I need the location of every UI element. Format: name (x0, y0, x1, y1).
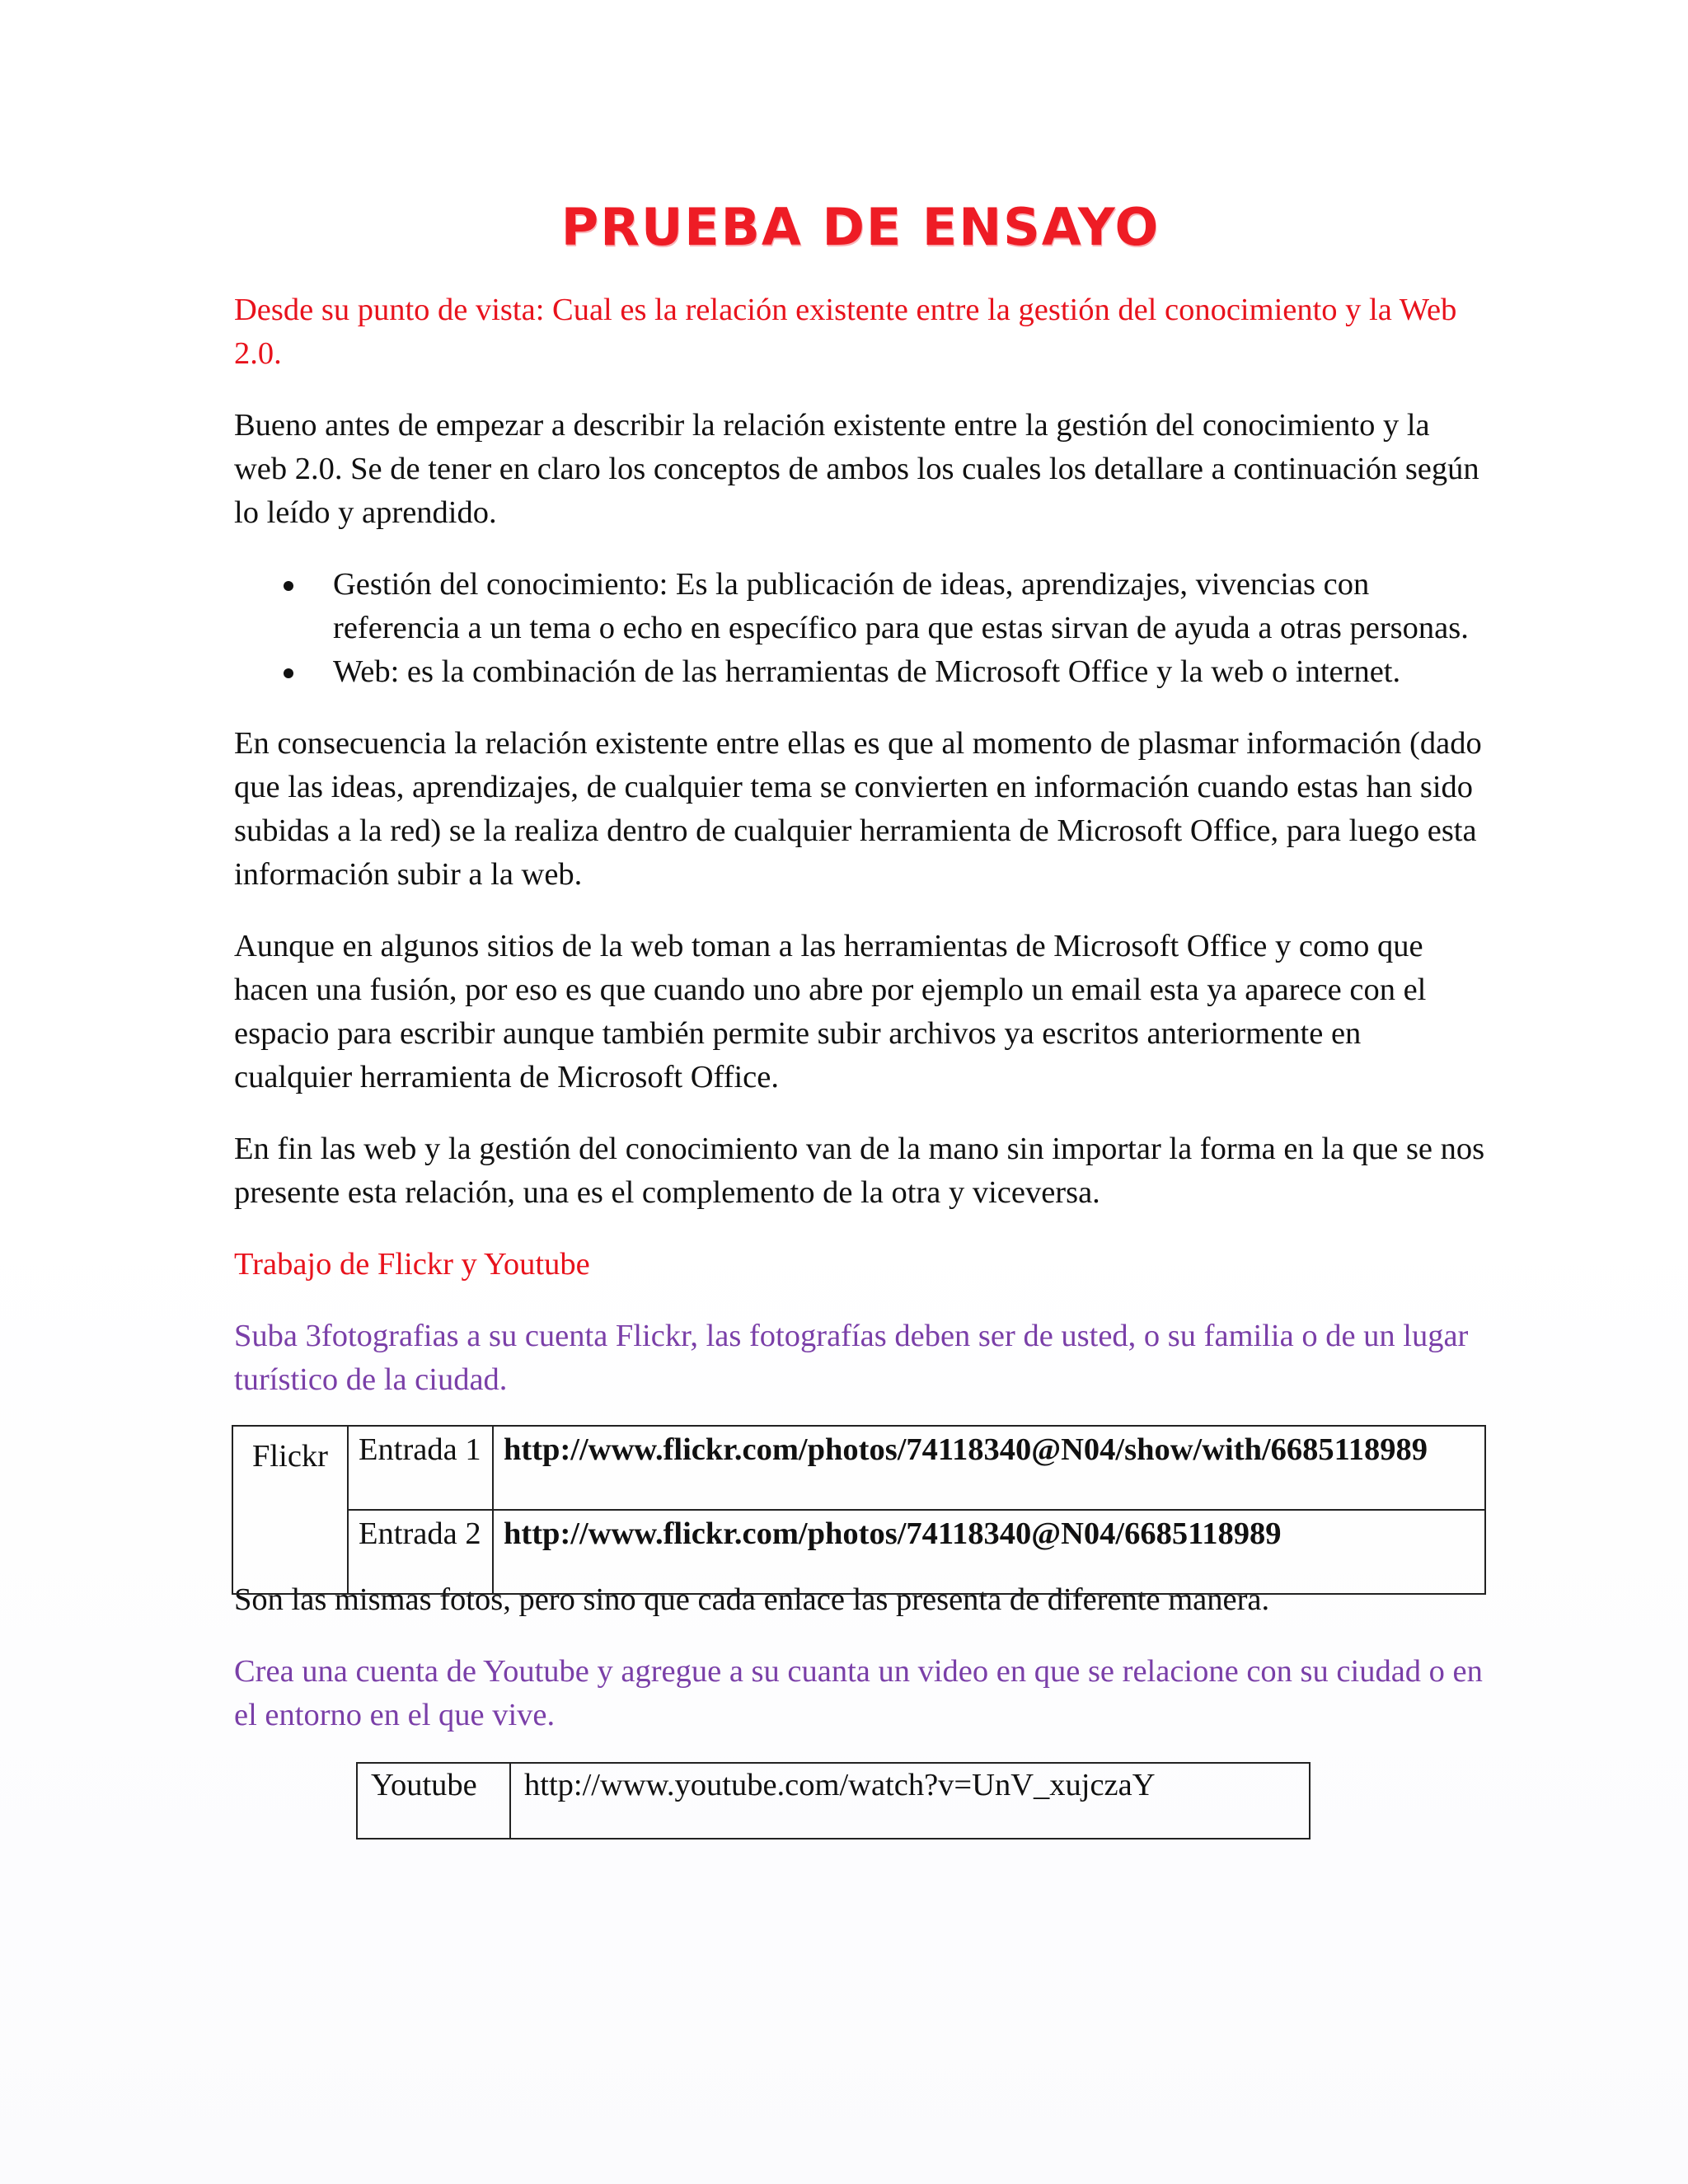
table-row (232, 1426, 1485, 1510)
section-heading: Trabajo de Flickr y Youtube (234, 1247, 590, 1282)
list-item (234, 563, 1487, 650)
flickr-instruction: Suba 3fotografias a su cuenta Flickr, las fotografías deben ser de usted, o su familia o de un lugar turístico de la ciudad. (234, 1319, 1469, 1397)
flickr-table (232, 1425, 1486, 1595)
paragraph-conclusion: En fin las web y la gestión del conocimiento van de la mano sin importar la forma en la que se nos presente esta relación, una es el complemento de la otra y viceversa. (234, 1132, 1485, 1210)
bullet-icon (284, 581, 293, 591)
youtube-link[interactable]: http://www.youtube.com/watch?v=UnV_xujczaY (510, 1763, 1310, 1839)
youtube-instruction: Crea una cuenta de Youtube y agregue a su cuanta un video en que se relacione con su ciudad o en el entorno en el que vive. (234, 1654, 1483, 1732)
entry-link[interactable]: http://www.flickr.com/photos/74118340@N04/show/with/6685118989 (493, 1426, 1485, 1510)
list-item (234, 650, 1487, 694)
list-item-text: Web: es la combinación de las herramientas de Microsoft Office y la web o internet. (333, 654, 1401, 689)
youtube-table (356, 1762, 1311, 1840)
flickr-note: Son las mismas fotos, pero sino que cada enlace las presenta de diferente manera. (234, 1582, 1270, 1617)
question-1: Desde su punto de vista: Cual es la relación existente entre la gestión del conocimiento y la Web 2.0. (234, 293, 1457, 371)
entry-label: Entrada 1 (348, 1426, 493, 1510)
document-content (234, 198, 1487, 1840)
paragraph-consequence: En consecuencia la relación existente entre ellas es que al momento de plasmar información (dado que las ideas, aprendizajes, de cualquier tema se convierten en información cuando estas han sido subidas a la red) se la realiza dentro de cualquier herramienta de Microsoft Office, para luego esta información subir a la web. (234, 726, 1482, 892)
table-row (232, 1510, 1485, 1594)
list-item-text: Gestión del conocimiento: Es la publicación de ideas, aprendizajes, vivencias con referencia a un tema o echo en específico para que estas sirvan de ayuda a otras personas. (333, 567, 1469, 645)
flickr-table-wrapper (234, 1425, 1487, 1578)
paragraph-intro: Bueno antes de empezar a describir la relación existente entre la gestión del conocimiento y la web 2.0. Se de tener en claro los conceptos de ambos los cuales los detallare a continuación según lo leído y aprendido. (234, 408, 1479, 530)
document-title: PRUEBA DE ENSAYO (560, 197, 1160, 257)
concept-list (234, 563, 1487, 694)
entry-label: Entrada 2 (348, 1510, 493, 1594)
entry-link[interactable]: http://www.flickr.com/photos/74118340@N04/6685118989 (493, 1510, 1485, 1594)
table-row (357, 1763, 1310, 1839)
flickr-row-header: Flickr (232, 1426, 348, 1594)
paragraph-fusion: Aunque en algunos sitios de la web toman a las herramientas de Microsoft Office y como que hacen una fusión, por eso es que cuando uno abre por ejemplo un email esta ya aparece con el espacio para escribir aunque también permite subir archivos ya escritos anteriormente en cualquier herramienta de Microsoft Office. (234, 929, 1427, 1094)
bullet-icon (284, 668, 293, 678)
youtube-row-header: Youtube (357, 1763, 510, 1839)
